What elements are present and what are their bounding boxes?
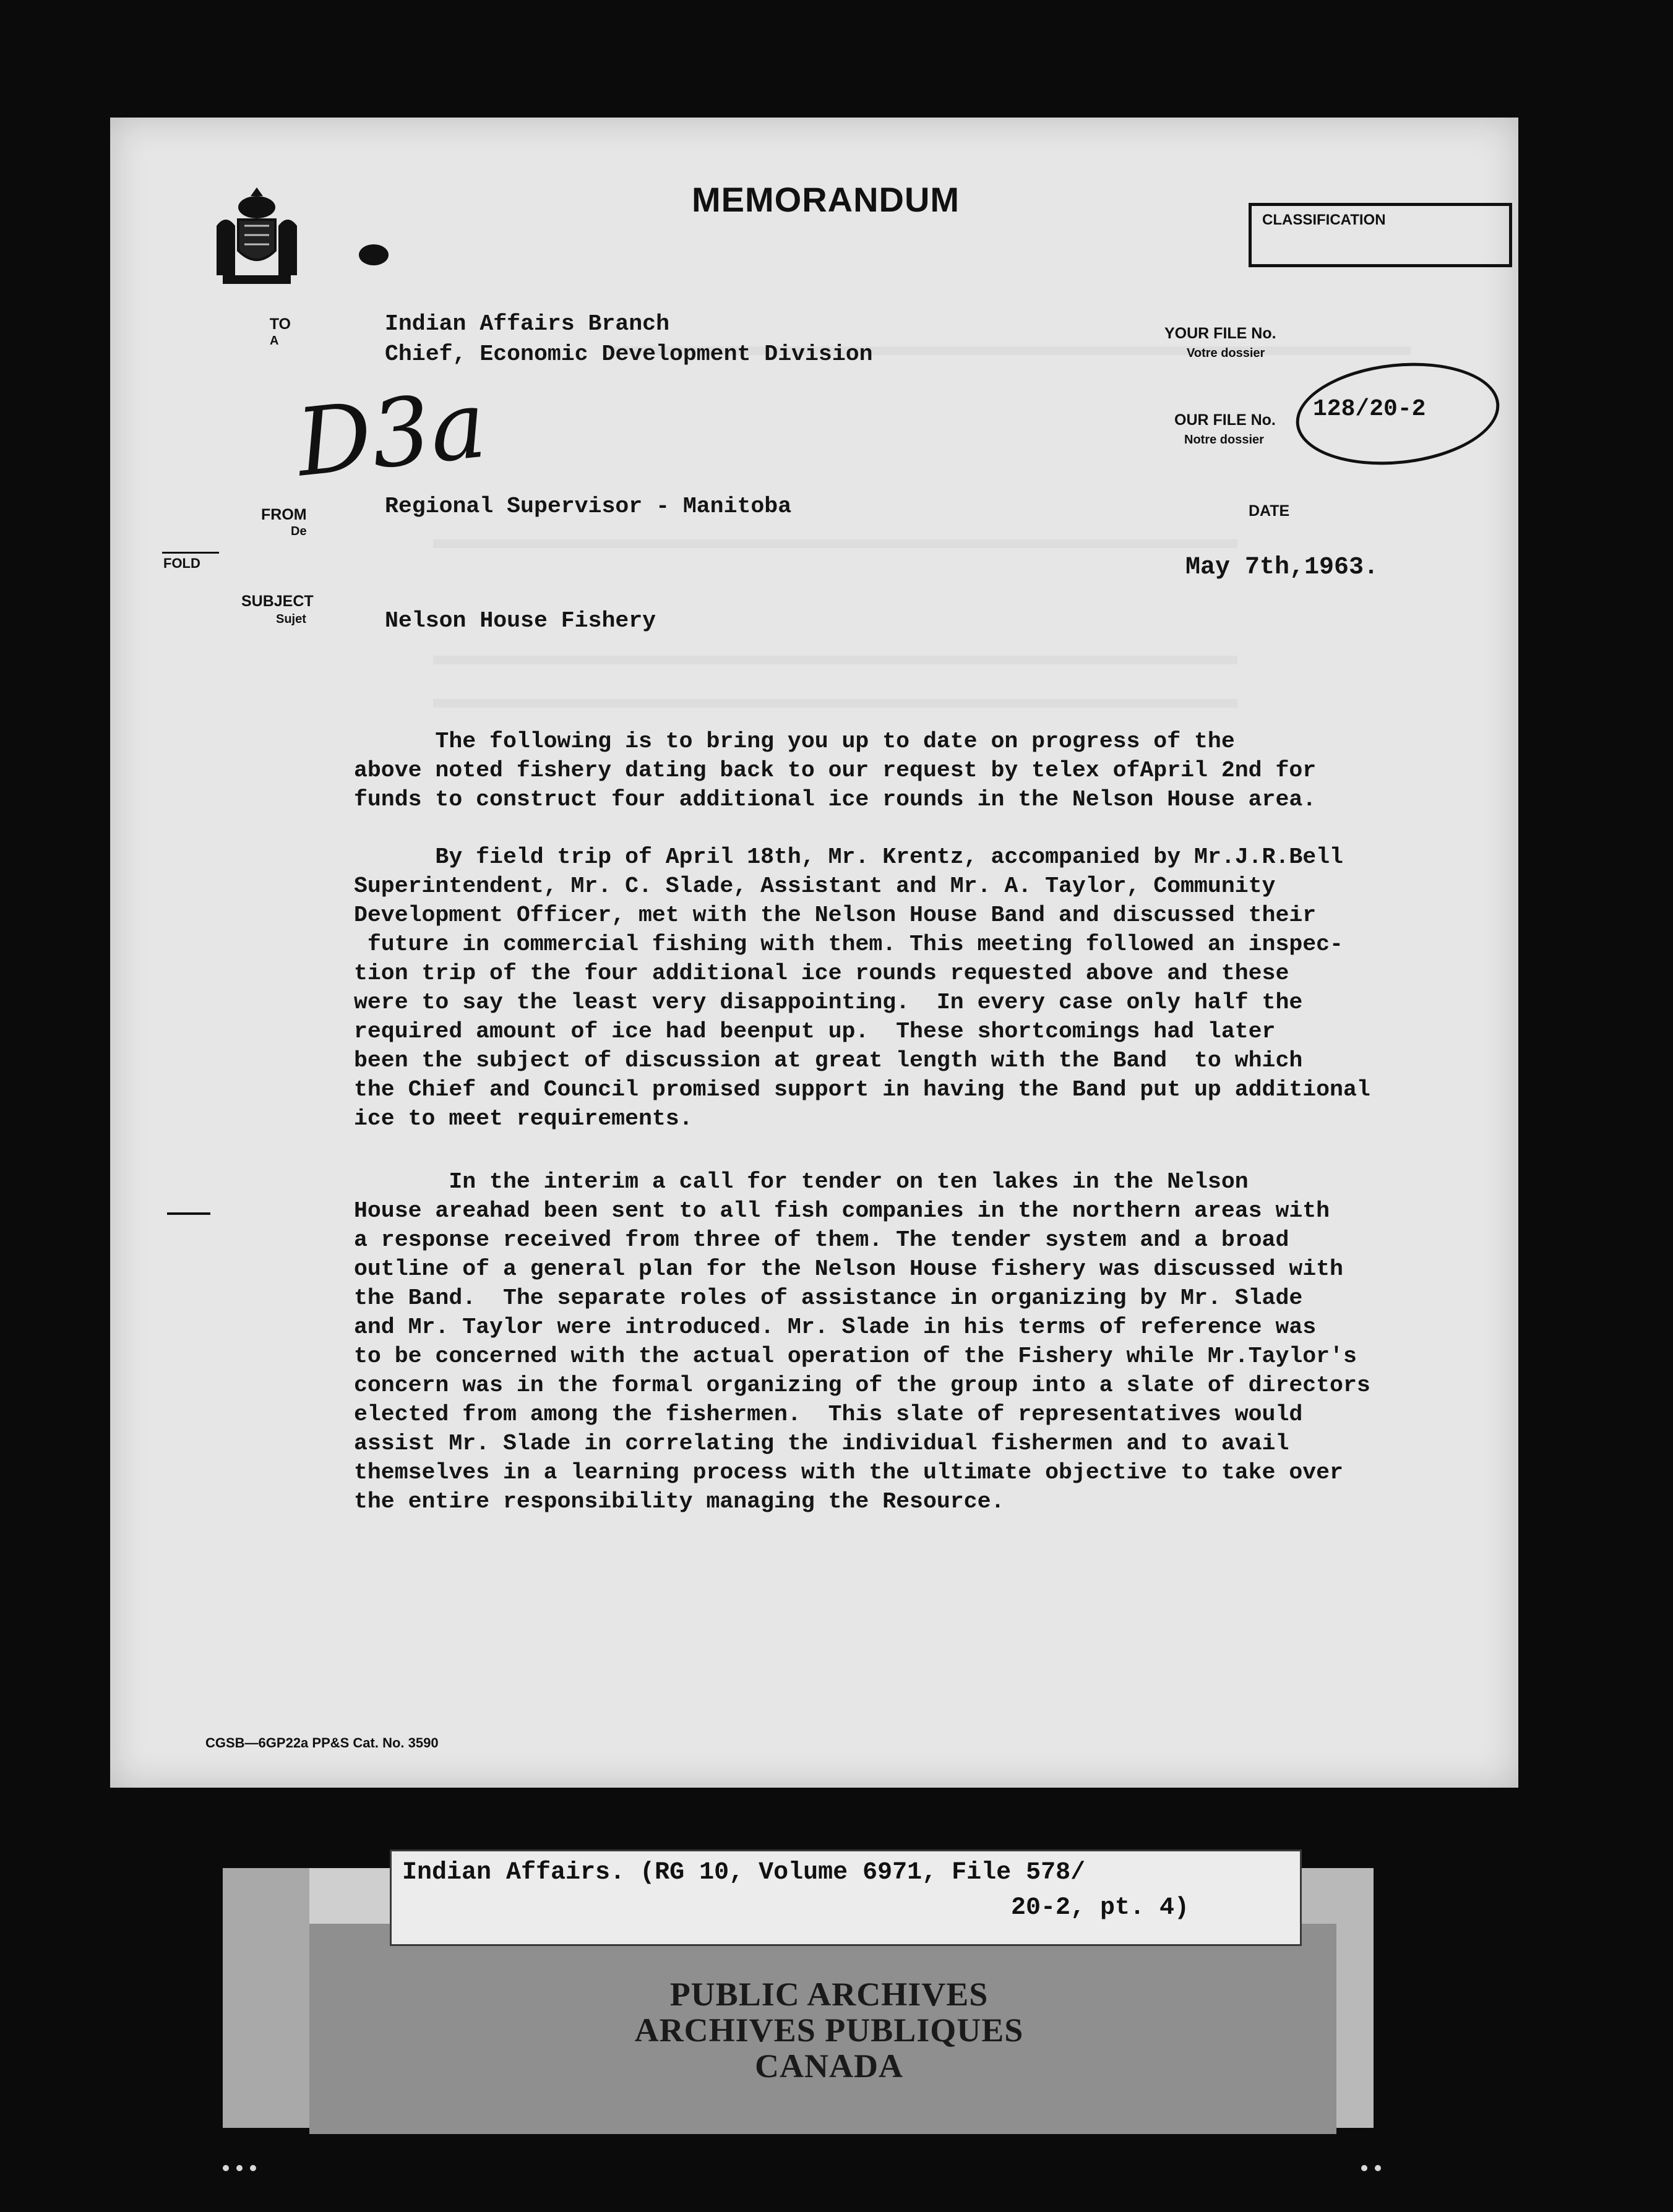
archive-backing-left bbox=[223, 1868, 309, 2128]
subject-value: Nelson House Fishery bbox=[385, 608, 656, 633]
from-label: FROM bbox=[261, 506, 307, 523]
paragraph-3-line: and Mr. Taylor were introduced. Mr. Slade in his terms of reference was bbox=[354, 1314, 1317, 1340]
film-dot bbox=[236, 2165, 243, 2171]
paragraph-2-line: future in commercial fishing with them. This meeting followed an inspec- bbox=[354, 932, 1343, 957]
paragraph-3-line: a response received from three of them. The tender system and a broad bbox=[354, 1227, 1289, 1253]
form-code: CGSB—6GP22a PP&S Cat. No. 3590 bbox=[205, 1735, 439, 1751]
subject-label: SUBJECT bbox=[241, 593, 314, 610]
paragraph-2-line: tion trip of the four additional ice rounds requested above and these bbox=[354, 961, 1289, 986]
film-dot bbox=[1375, 2165, 1381, 2171]
paragraph-2-line: ice to meet requirements. bbox=[354, 1106, 693, 1131]
our-file-label: OUR FILE No. bbox=[1174, 411, 1276, 429]
stamp-line-1: PUBLIC ARCHIVES bbox=[669, 1976, 989, 2013]
handwritten-note: D3a bbox=[291, 371, 491, 498]
subject-label-fr: Sujet bbox=[276, 612, 306, 626]
paragraph-3-line: In the interim a call for tender on ten lakes in the Nelson bbox=[354, 1169, 1249, 1194]
archive-label-line-2: 20-2, pt. 4) bbox=[1011, 1894, 1190, 1922]
paragraph-3-line: elected from among the fishermen. This slate of representatives would bbox=[354, 1402, 1303, 1427]
stamp-line-2: ARCHIVES PUBLIQUES bbox=[634, 2012, 1024, 2049]
paragraph-3-line: assist Mr. Slade in correlating the individual fishermen and to avail bbox=[354, 1431, 1289, 1456]
paragraph-3-line: concern was in the formal organizing of the group into a slate of directors bbox=[354, 1373, 1370, 1398]
from-label-fr: De bbox=[291, 525, 307, 538]
paragraph-2-line: were to say the least very disappointing. In every case only half the bbox=[354, 990, 1303, 1015]
paragraph-2-line: been the subject of discussion at great length with the Band to which bbox=[354, 1048, 1303, 1073]
our-file-number: 128/20-2 bbox=[1313, 396, 1426, 422]
paragraph-2-line: Superintendent, Mr. C. Slade, Assistant and Mr. A. Taylor, Community bbox=[354, 873, 1276, 899]
paragraph-3-line: themselves in a learning process with the ultimate objective to take over bbox=[354, 1460, 1343, 1485]
bleed-through-text bbox=[433, 539, 1237, 548]
to-label: TO bbox=[269, 315, 291, 333]
classification-label: CLASSIFICATION bbox=[1262, 212, 1386, 228]
stamp-line-3: CANADA bbox=[755, 2047, 903, 2085]
canada-coat-of-arms-icon bbox=[210, 182, 303, 294]
paragraph-3-line: House areahad been sent to all fish companies in the northern areas with bbox=[354, 1198, 1330, 1224]
margin-dash bbox=[167, 1212, 210, 1215]
date-value: May 7th,1963. bbox=[1185, 554, 1379, 581]
your-file-label: YOUR FILE No. bbox=[1164, 325, 1276, 342]
paragraph-1-line: funds to construct four additional ice rounds in the Nelson House area. bbox=[354, 787, 1317, 812]
our-file-label-fr: Notre dossier bbox=[1184, 433, 1264, 447]
fold-label: FOLD bbox=[163, 555, 200, 571]
paragraph-2-line: the Chief and Council promised support in having the Band put up additional bbox=[354, 1077, 1370, 1102]
from-value: Regional Supervisor - Manitoba bbox=[385, 494, 792, 519]
fold-line bbox=[162, 552, 219, 554]
paragraph-3-line: the entire responsibility managing the Resource. bbox=[354, 1489, 1005, 1514]
to-label-fr: A bbox=[270, 334, 279, 348]
ink-blot bbox=[359, 244, 389, 265]
bleed-through-text bbox=[433, 699, 1237, 708]
paragraph-3-line: the Band. The separate roles of assistance in organizing by Mr. Slade bbox=[354, 1285, 1303, 1311]
paragraph-2-line: required amount of ice had beenput up. These shortcomings had later bbox=[354, 1019, 1276, 1044]
paragraph-1-line: The following is to bring you up to date on progress of the bbox=[354, 729, 1235, 754]
archive-label-line-1: Indian Affairs. (RG 10, Volume 6971, File 578/ bbox=[402, 1859, 1086, 1887]
to-line-1: Indian Affairs Branch bbox=[385, 311, 669, 337]
film-dot bbox=[250, 2165, 256, 2171]
paragraph-1-line: above noted fishery dating back to our request by telex ofApril 2nd for bbox=[354, 758, 1317, 783]
paragraph-2-line: By field trip of April 18th, Mr. Krentz, accompanied by Mr.J.R.Bell bbox=[354, 844, 1343, 870]
your-file-label-fr: Votre dossier bbox=[1187, 346, 1265, 360]
film-dot bbox=[1361, 2165, 1367, 2171]
date-label: DATE bbox=[1249, 502, 1290, 520]
bleed-through-text bbox=[433, 656, 1237, 664]
film-dot bbox=[223, 2165, 229, 2171]
paragraph-2-line: Development Officer, met with the Nelson House Band and discussed their bbox=[354, 902, 1317, 928]
to-line-2: Chief, Economic Development Division bbox=[385, 341, 873, 367]
public-archives-stamp bbox=[594, 1976, 1064, 2084]
paragraph-3-line: to be concerned with the actual operation of the Fishery while Mr.Taylor's bbox=[354, 1344, 1357, 1369]
paragraph-3-line: outline of a general plan for the Nelson House fishery was discussed with bbox=[354, 1256, 1343, 1282]
memo-title: MEMORANDUM bbox=[692, 180, 960, 219]
